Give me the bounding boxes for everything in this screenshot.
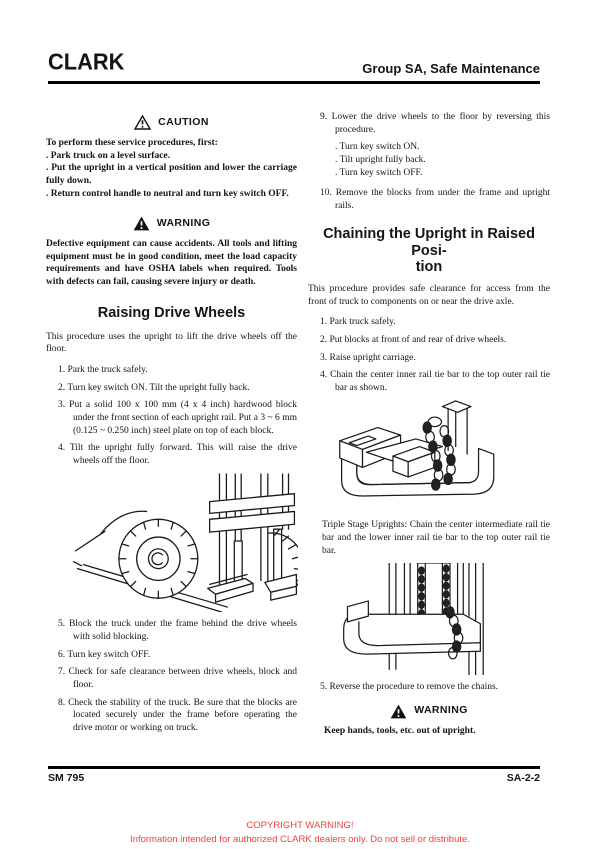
warning-heading bbox=[46, 216, 297, 231]
chain-step-4: 4. Chain the center inner rail tie bar to the top outer rail tie bar as shown. bbox=[320, 370, 550, 393]
step-9-sub: . Tilt upright fully back. bbox=[335, 154, 426, 165]
step-9: 9. Lower the drive wheels to the floor by reversing this procedure. bbox=[320, 112, 550, 135]
warning-text bbox=[46, 238, 297, 289]
step-1: 1. Park the truck safely. bbox=[58, 365, 148, 376]
chain-step-5: 5. Reverse the procedure to remove the chains. bbox=[320, 682, 499, 693]
caution-heading bbox=[46, 115, 297, 130]
step-7: 7. Check for safe clearance between drive wheels, block and floor. bbox=[58, 667, 297, 690]
step-5: 5. Block the truck under the frame behind the drive wheels with solid blocking. bbox=[58, 619, 297, 643]
page-header bbox=[48, 49, 540, 84]
step-4: 4. Tilt the upright fully forward. This will raise the drive wheels off the floor. bbox=[58, 443, 297, 466]
caution-text bbox=[46, 137, 297, 200]
group-title: Group SA, Safe Maintenance bbox=[362, 61, 540, 76]
page-number: SA-2-2 bbox=[506, 772, 540, 784]
chain-step-1: 1. Park truck safely. bbox=[320, 317, 396, 328]
steps-9-10 bbox=[308, 111, 550, 212]
warning-triangle-icon bbox=[133, 216, 150, 231]
step-8: 8. Check the stability of the truck. Be sure that the blocks are located securely under the frame before operating the drive motor or working on truck. bbox=[58, 697, 297, 733]
step-2: 2. Turn key switch ON. Tilt the upright fully back. bbox=[58, 382, 250, 393]
caution-line: . Return control handle to neutral and turn key switch OFF. bbox=[46, 188, 289, 199]
title-line-1: Chaining the Upright in Raised Posi- bbox=[323, 226, 535, 259]
figure-triple-stage-upright bbox=[332, 563, 530, 675]
left-column bbox=[46, 103, 297, 739]
two-column-body bbox=[46, 103, 550, 739]
section-title-chaining-upright bbox=[308, 226, 550, 275]
step-6: 6. Turn key switch OFF. bbox=[58, 649, 151, 660]
caution-triangle-icon bbox=[134, 115, 151, 130]
warning-paragraph: Defective equipment can cause accidents. All tools and lifting equipment must be in good condition, meet the load capacity requirements and have OSHA labels when required. Tools with defects can fail, causing severe injury or death. bbox=[46, 239, 297, 287]
page-footer bbox=[48, 766, 540, 784]
warning-label: WARNING bbox=[156, 216, 211, 229]
copyright-line-1: COPYRIGHT WARNING! bbox=[246, 820, 354, 831]
triple-stage-note: Triple Stage Uprights: Chain the center intermediate rail tie bar and the lower inner rail tie bar to the top outer rail tie bar. bbox=[322, 520, 550, 556]
step-3: 3. Put a solid 100 x 100 mm (4 x 4 inch) hardwood block under the front section of each upright rail. Put a 3 ~ 6 mm (0.125 ~ 0.250 inch) steel plate on top of each block. bbox=[58, 400, 297, 436]
clark-logo: CLARK bbox=[48, 49, 125, 75]
manual-number: SM 795 bbox=[48, 772, 85, 784]
right-column bbox=[308, 103, 550, 739]
step-9-sub: . Turn key switch ON. bbox=[335, 142, 420, 153]
chain-step-2: 2. Put blocks at front of and rear of drive wheels. bbox=[320, 334, 507, 345]
step-10: 10. Remove the blocks from under the frame and upright rails. bbox=[320, 188, 550, 211]
warning-label: WARNING bbox=[414, 704, 468, 717]
caution-line: . Put the upright in a vertical position and lower the carriage fully down. bbox=[46, 163, 297, 186]
caution-line: To perform these service procedures, first: bbox=[46, 138, 218, 148]
title-line-2: tion bbox=[415, 258, 443, 275]
warning-2-text: Keep hands, tools, etc. out of upright. bbox=[324, 725, 476, 736]
figure-drive-wheels-raised bbox=[70, 472, 298, 612]
figure-chain-on-tie-bars bbox=[332, 399, 530, 515]
section-title-raising-drive-wheels: Raising Drive Wheels bbox=[97, 304, 246, 321]
caution-line: . Park truck on a level surface. bbox=[46, 150, 171, 161]
raising-intro: This procedure uses the upright to lift the drive wheels off the floor. bbox=[46, 331, 297, 355]
copyright-warning bbox=[0, 819, 600, 848]
warning-triangle-icon bbox=[390, 704, 407, 719]
raising-steps-5-8 bbox=[46, 618, 297, 734]
copyright-line-2: Information intended for authorized CLARK dealers only. Do not sell or distribute. bbox=[130, 834, 470, 846]
chain-step-3: 3. Raise upright carriage. bbox=[320, 352, 416, 363]
raising-steps-1-4 bbox=[46, 364, 297, 467]
chaining-steps-1-4 bbox=[308, 316, 550, 394]
warning-heading-2 bbox=[308, 704, 550, 719]
caution-label: CAUTION bbox=[158, 115, 209, 128]
step-9-sub: . Turn key switch OFF. bbox=[335, 167, 423, 178]
chaining-intro: This procedure provides safe clearance for access from the front of truck to components on or near the drive axle. bbox=[308, 284, 550, 307]
